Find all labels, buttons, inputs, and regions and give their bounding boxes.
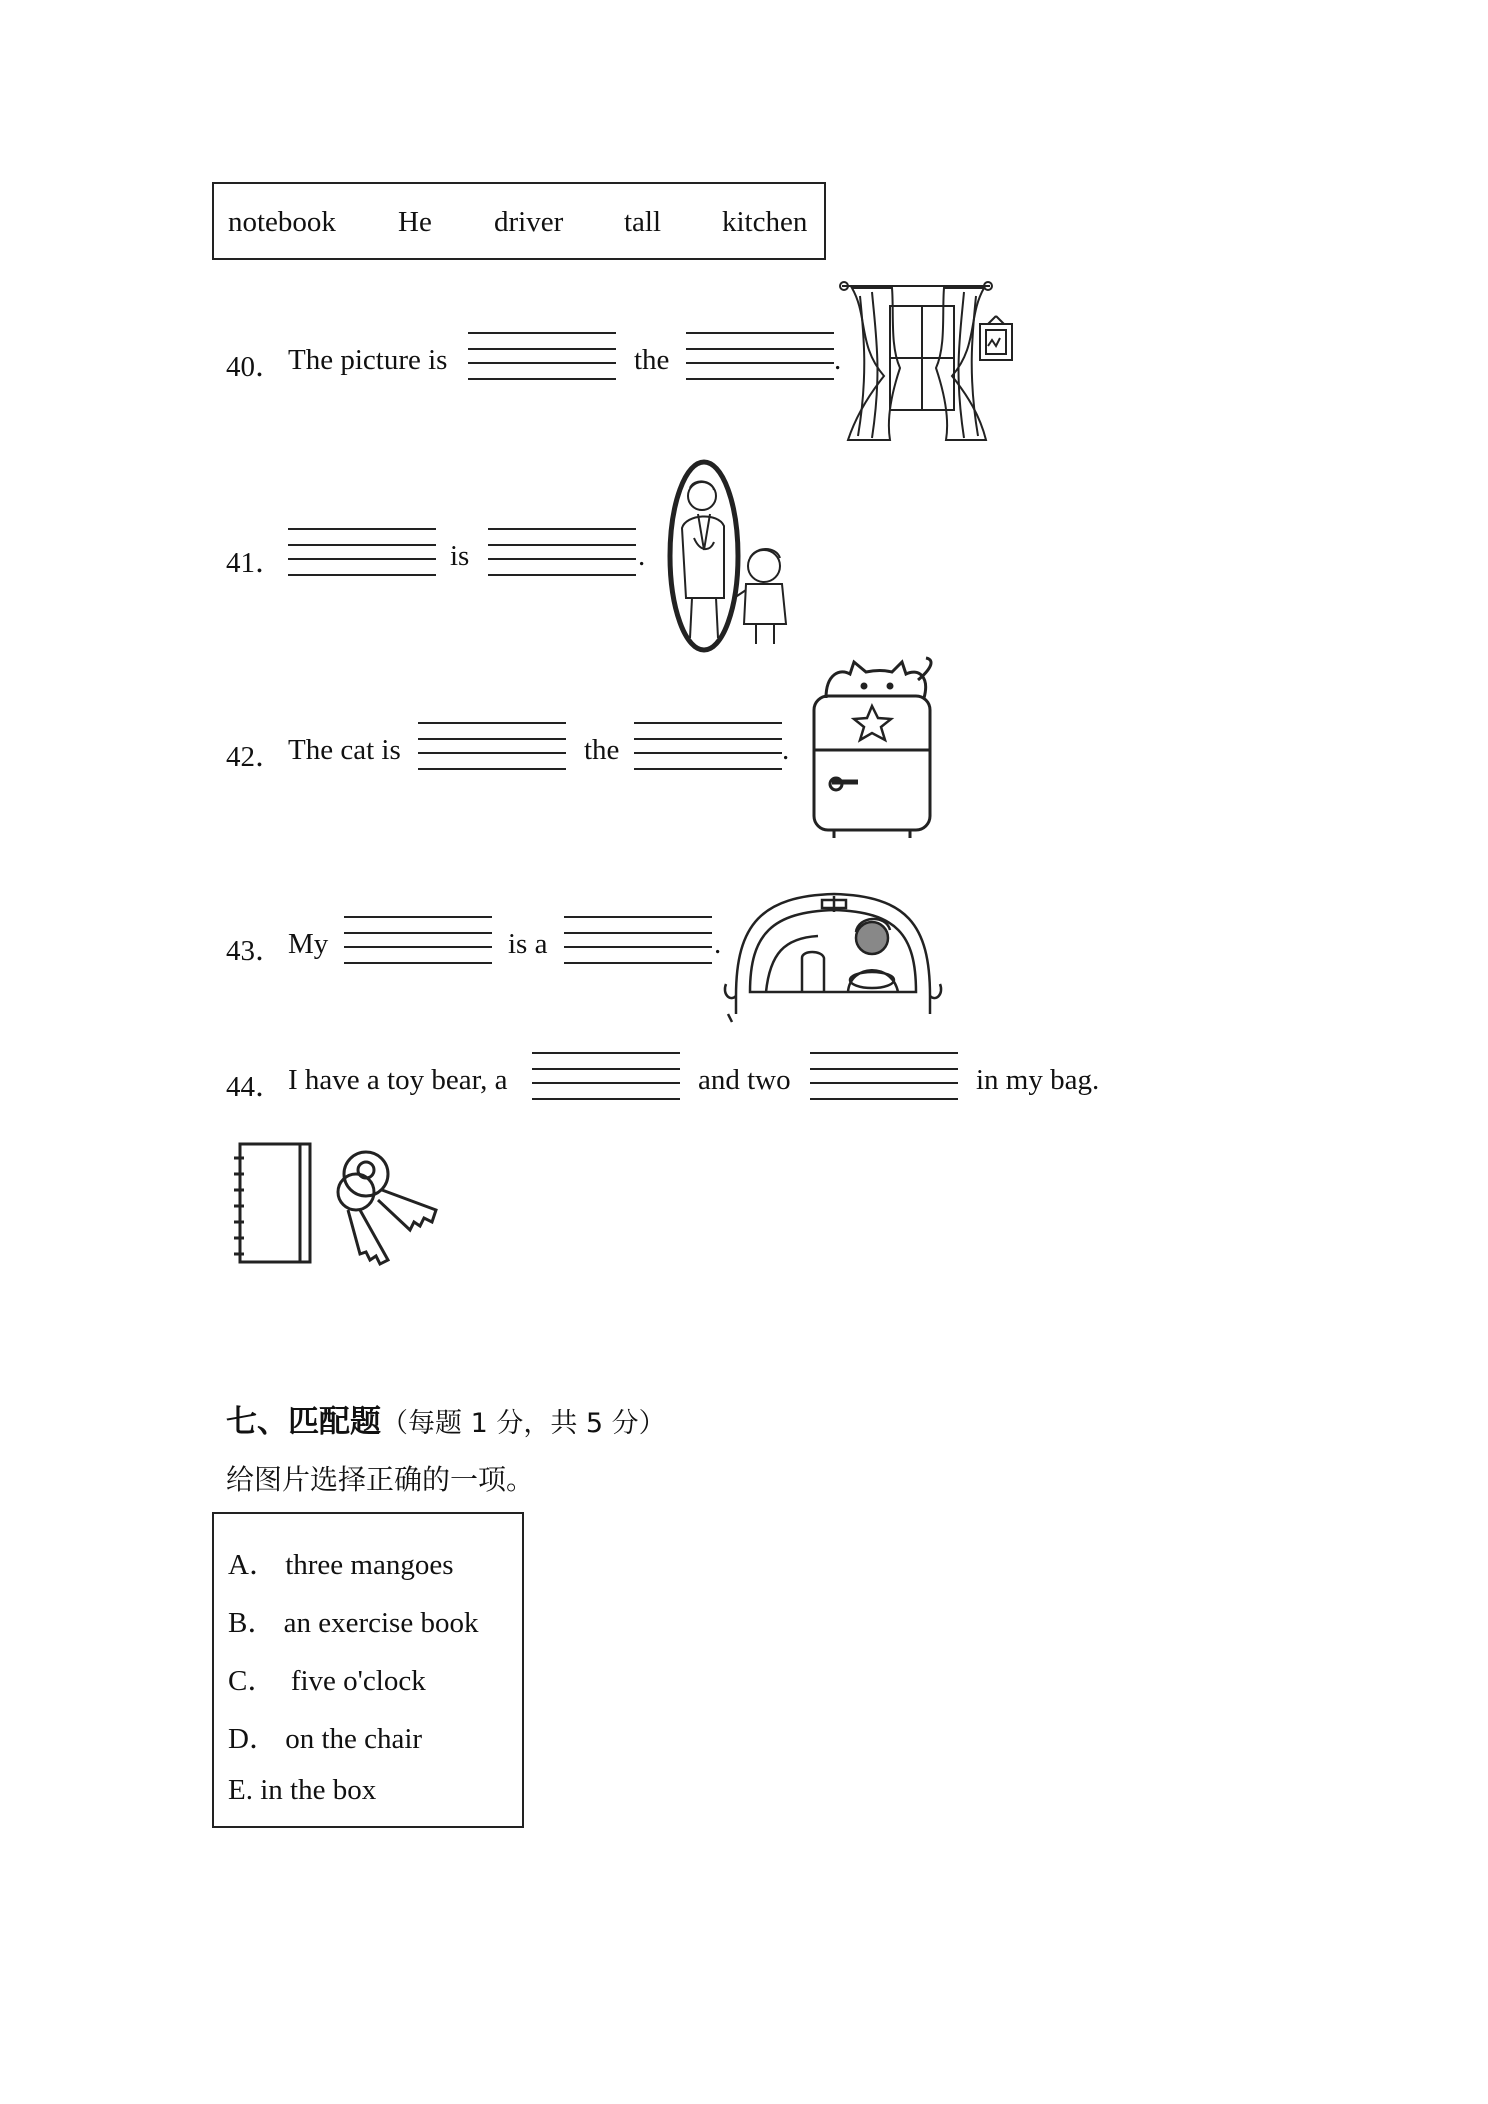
question-number: 41． — [226, 547, 285, 579]
question-text: and two — [698, 1064, 791, 1096]
answer-blank[interactable] — [686, 332, 834, 384]
option-c — [228, 1658, 426, 1699]
word-bank-item: driver — [494, 206, 564, 238]
question-text: the — [634, 344, 670, 376]
option-label: C． — [228, 1665, 277, 1697]
section-heading — [226, 1396, 666, 1441]
question-text: I have a toy bear, a — [288, 1064, 508, 1096]
answer-blank[interactable] — [532, 1052, 680, 1104]
question-end: . — [782, 734, 790, 766]
answer-blank[interactable] — [468, 332, 616, 384]
options-box — [212, 1512, 524, 1828]
notebook-icon — [232, 1140, 316, 1266]
option-text: on the chair — [285, 1723, 423, 1755]
question-end: . — [834, 344, 842, 376]
answer-blank[interactable] — [564, 916, 712, 968]
question-end: . — [638, 540, 646, 572]
option-text: three mangoes — [285, 1549, 454, 1581]
question-number: 42． — [226, 741, 285, 773]
keys-icon — [330, 1148, 446, 1272]
word-bank-item: kitchen — [722, 206, 808, 238]
tall-man-boy-icon — [664, 458, 806, 656]
question-text: is a — [508, 928, 548, 960]
question-number: 40． — [226, 351, 285, 383]
question-text: My — [288, 928, 329, 960]
option-label: D． — [228, 1723, 278, 1755]
option-a — [228, 1542, 454, 1583]
word-bank — [212, 182, 826, 260]
question-end: . — [714, 928, 722, 960]
section-title: 七、匹配题 — [226, 1404, 381, 1440]
question-text: the — [584, 734, 620, 766]
answer-blank[interactable] — [634, 722, 782, 774]
option-e — [228, 1774, 376, 1807]
option-text: an exercise book — [283, 1607, 479, 1639]
question-text: The picture is — [288, 344, 448, 376]
question-number: 44． — [226, 1071, 285, 1103]
option-d — [228, 1716, 422, 1757]
option-label: B． — [228, 1607, 277, 1639]
word-bank-item: notebook — [228, 206, 336, 238]
word-bank-item: tall — [624, 206, 662, 238]
option-b — [228, 1600, 478, 1641]
question-number: 43． — [226, 935, 285, 967]
answer-blank[interactable] — [418, 722, 566, 774]
section-score-note: （每题 1 分，共 5 分） — [381, 1408, 666, 1439]
option-label: A． — [228, 1549, 278, 1581]
answer-blank[interactable] — [810, 1052, 958, 1104]
option-text: in the box — [260, 1774, 377, 1806]
option-label: E. — [228, 1774, 253, 1806]
kitchen-window-picture-icon — [838, 276, 1020, 446]
question-text: is — [450, 540, 470, 572]
section-instruction: 给图片选择正确的一项。 — [226, 1463, 535, 1496]
word-bank-item: He — [398, 206, 432, 238]
answer-blank[interactable] — [344, 916, 492, 968]
option-text: five o'clock — [290, 1665, 426, 1697]
question-text: The cat is — [288, 734, 401, 766]
answer-blank[interactable] — [488, 528, 636, 580]
answer-blank[interactable] — [288, 528, 436, 580]
question-end: in my bag. — [976, 1064, 1100, 1096]
driver-in-car-icon — [722, 884, 946, 1034]
cat-on-fridge-icon — [806, 654, 938, 840]
